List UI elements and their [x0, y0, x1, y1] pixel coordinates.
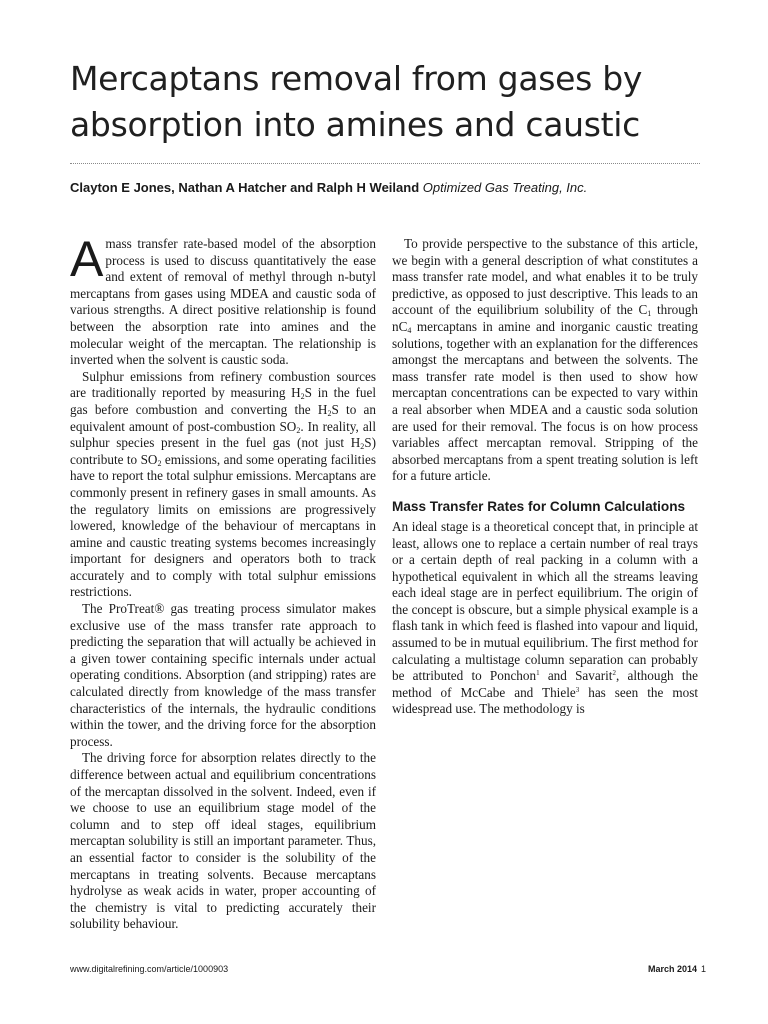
footer-date-page: [648, 964, 706, 974]
footer-date: March 2014: [647, 964, 697, 974]
body-column-right: [392, 236, 698, 718]
paragraph-ideal-stage: An ideal stage is a theoretical concept that, in principle at least, allows one to replace a certain number of real trays or a certain depth of real packing in a column with a hypothetical equivalent in which all the streams leaving each ideal stage are in perfect equilibrium. The origin of the concept is obscure, but a simple physical example is a flash tank in which feed is flashed into vapour and liquid, assumed to be in mutual equilibrium. The first method for calculating a multistage column separation can probably be attributed to Ponchon$^1$ and Savarit$^2$, although the method of McCabe and Thiele$^3$ has seen the most widespread use. The methodology is: [392, 518, 698, 717]
byline: [70, 180, 710, 195]
authors: Clayton E Jones, Nathan A Hatcher and Ralph H Weiland: [70, 180, 420, 195]
body-column-left: [70, 231, 376, 933]
page-number: 1: [700, 964, 706, 974]
paragraph-driving-force: The driving force for absorption relates directly to the difference between actual and equilibrium concentrations of the mercaptan dissolved in the solvent. Indeed, even if we choose to use an equilibrium stage model of the column and to step off ideal stages, equilibrium mercaptan solubility is still an important parameter. Thus, an essential factor to consider is the solubility of the mercaptans in treating solvents. Because mercaptans hydrolyse as weak acids in water, proper accounting of the chemistry is vital to predicting accurately their solubility behaviour.: [70, 750, 376, 932]
affiliation: Optimized Gas Treating, Inc.: [422, 180, 588, 195]
paragraph-protreat: The ProTreat® gas treating process simulator makes exclusive use of the mass transfer rate approach to predicting the separation that will actually be achieved in a given tower containing specific internals under actual operating conditions. Absorption (and stripping) rates are calculated directly from knowledge of the mass transfer characteristics of the internals, the hydraulic conditions within the tower, and the driving force for the absorption process.: [70, 601, 376, 749]
paragraph-abstract: [70, 231, 376, 369]
footer-url[interactable]: www.digitalrefining.com/article/1000903: [70, 964, 229, 974]
drop-cap: A: [70, 231, 104, 287]
article-title: Mercaptans removal from gases by absorption into amines and caustic: [70, 59, 643, 144]
paragraph-text: mass transfer rate-based model of the absorption process is used to discuss quantitatively the ease and extent of removal of methyl through n-butyl mercaptans from gases using MDEA and caustic soda of various strengths. A direct positive relationship is found between the absorption rate into amines and the molecular weight of the mercaptan. The relationship is inverted when the solvent is caustic soda.: [70, 236, 376, 368]
title-divider: [70, 163, 700, 164]
section-heading: Mass Transfer Rates for Column Calculations: [392, 498, 686, 514]
paragraph-perspective: To provide perspective to the substance of this article, we begin with a general description of what constitutes a mass transfer rate model, and what enables it to be truly predictive, as opposed to just descriptive. This leads to an account of the equilibrium solubility of the $C_1$ through $nC_4$ mercaptans in amine and inorganic caustic treating solutions, together with an explanation for the differences amongst the mercaptans and between the solvents. The mass transfer rate model is then used to show how mercaptan concentrations can be expected to vary within a real absorber when MDEA and a caustic soda solution are used for their removal. The focus is on how process variables affect mercaptan removal. Stripping of the absorbed mercaptans from a spent treating solution is left for a future article.: [392, 236, 698, 484]
paragraph-sulphur-emissions: Sulphur emissions from refinery combustion sources are traditionally reported by measuring $H_2S$ in the fuel gas before combustion and converting the $H_2S$ to an equivalent amount of post-combustion $SO_2$. In reality, all sulphur species present in the fuel gas (not just $H_2S$) contribute to $SO_2$ emissions, and some operating facilities have to report the total sulphur emissions. Mercaptans are commonly present in refinery gases in small amounts. As the regulatory limits on emissions are progressively lowered, knowledge of the behaviour of mercaptans in amine and caustic treating systems becomes increasingly important for designers and operators both to track accurately and to comply with total sulphur emissions restrictions.: [70, 368, 376, 600]
